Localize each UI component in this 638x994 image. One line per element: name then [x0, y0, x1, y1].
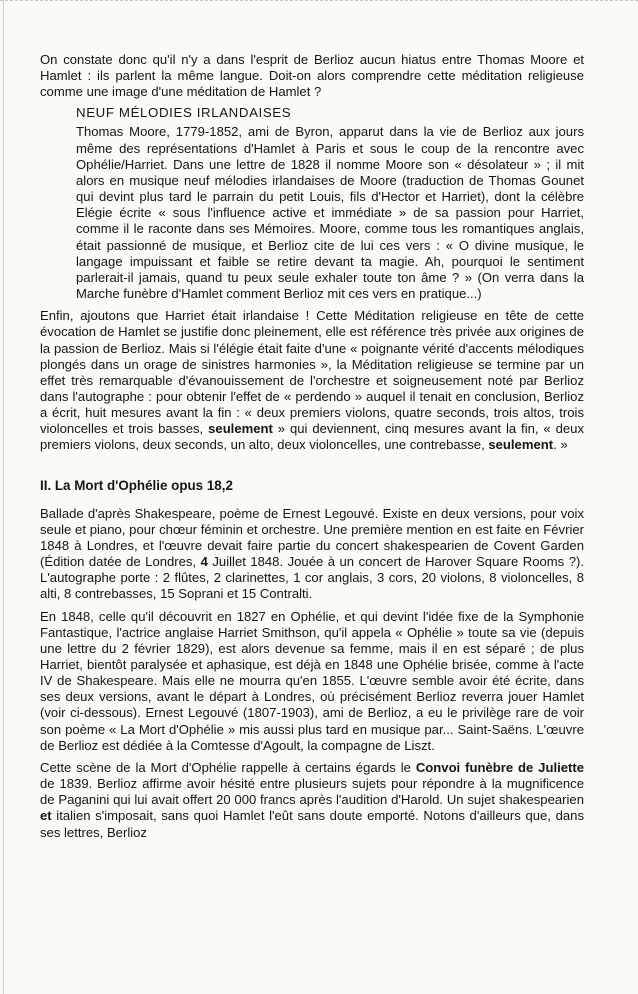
moore-paragraph: Thomas Moore, 1779-1852, ami de Byron, apparut dans la vie de Berlioz aux jours même des représentations d'Hamlet à Paris et sous le coup de la rencontre avec Ophélie/Harriet. Dans une lettre de 1828 il nomme Moore son « désolateur » ; il mit alors en musique neuf mélodies irlandaises de Moore (traduction de Thomas Gounet qui devint plus tard le parrain du petit Louis, fils d'Hector et Harriet), dont la célèbre Elégie écrite « sous l'influence active et immédiate » de sa passion pour Harriet, comme il le raconte dans ses Mémoires. Moore, comme tous les romantiques anglais, était passionné de musique, et Berlioz cite de lui ces vers : « O divine musique, le langage impuissant et faible se retire devant ta magie. Ah, pourquoi le sentiment parlerait-il jamais, quand tu peux seule exhaler toute ton âme ? » (On verra dans la Marche funèbre d'Hamlet comment Berlioz mit ces vers en pratique...): [76, 124, 584, 302]
ballade-bold: 4: [200, 554, 208, 570]
harriet-text-3: . »: [553, 437, 568, 453]
harriet-paragraph: [40, 308, 584, 453]
convoi-bold-2: et: [40, 808, 52, 824]
convoi-text-3: italien s'imposait, sans quoi Hamlet l'eût sans doute emporté. Notons d'ailleurs que, dans ses lettres, Berlioz: [40, 808, 584, 840]
ballade-text: Ballade d'après Shakespeare, poème de Ernest Legouvé. Existe en deux versions, pour voix seule et piano, pour chœur féminin et orchestre. Une première mention en est faite en Février 1848 à Londres, et l'œuvre devait faire partie du concert shakespearien de Covent Garden (Édition datée de Londres,: [40, 505, 584, 570]
intro-paragraph: On constate donc qu'il n'y a dans l'esprit de Berlioz aucun hiatus entre Thomas Moore et Hamlet : ils parlent la même langue. Doit-on alors comprendre cette méditation religieuse comme une image d'une méditation de Hamlet ?: [40, 52, 584, 100]
document-body: [40, 52, 584, 841]
harriet-text-2: » qui deviennent, cinq mesures avant la fin, « deux premiers violons, deux seconds, un alto, deux violoncelles, une contrebasse,: [40, 421, 585, 453]
convoi-text-2: de 1839. Berlioz affirme avoir hésité entre plusieurs sujets pour répondre à la mugnificence de Paganini qui lui avait offert 20 000 francs après l'audition d'Harold. Un sujet shakespearien: [40, 776, 584, 808]
subheading: NEUF MÉLODIES IRLANDAISES: [76, 105, 292, 121]
page-left-edge: [3, 0, 4, 994]
convoi-text: Cette scène de la Mort d'Ophélie rappelle à certains égards le: [40, 759, 411, 775]
ballade-paragraph: [40, 506, 584, 603]
convoi-paragraph: [40, 760, 584, 841]
convoi-bold: Convoi funèbre de Juliette: [415, 759, 585, 775]
page-top-edge: [0, 0, 638, 3]
harriet-text: Enfin, ajoutons que Harriet était irlandaise ! Cette Méditation religieuse en tête de cette évocation de Hamlet se justifie donc pleinement, elle est référence très privée aux origines de la passion de Berlioz. Mais si l'élégie était faite d'une « poignante vérité d'accents mélodiques plongés dans un orage de sinistres harmonies », la Méditation religieuse se termine par un effet très remarquable d'évanouissement de l'orchestre et soigneusement noté par Berlioz dans l'autographe : pour obtenir l'effet de « perdendo » auquel il tenait en conclusion, Berlioz a écrit, huit mesures avant la fin : « deux premiers violons, quatre seconds, trois altos, trois violoncelles et trois basses,: [40, 308, 584, 437]
ballade-text-2: Juillet 1848. Jouée à un concert de Harover Square Rooms ?). L'autographe porte : 2 flûtes, 2 clarinettes, 1 cor anglais, 3 cors, 20 violons, 8 violoncelles, 8 alti, 8 contrebasses, 15 Soprani et 15 Contralti.: [40, 554, 584, 602]
section-heading: II. La Mort d'Ophélie opus 18,2: [40, 477, 233, 493]
history-paragraph: En 1848, celle qu'il découvrit en 1827 en Ophélie, et qui devint l'idée fixe de la Symphonie Fantastique, l'actrice anglaise Harriet Smithson, qu'il appela « Ophélie » toute sa vie (depuis une lettre du 2 février 1829), est alors devenue sa femme, mais il en est séparé ; de plus Harriet, bientôt paralysée et aphasique, est déjà en 1848 une Ophélie brisée, comme à l'acte IV de Shakespeare. Mais elle ne mourra qu'en 1855. L'œuvre semble avoir été écrite, dans ses deux versions, avant le départ à Londres, où précisément Berlioz reverra jouer Hamlet (voir ci-dessous). Ernest Legouvé (1807-1903), ami de Berlioz, a eu le privilège rare de voir son poème « La Mort d'Ophélie » mis aussi plus tard en musique par... Saint-Saëns. L'œuvre de Berlioz est dédiée à la Comtesse d'Agoult, la compagne de Liszt.: [40, 608, 584, 753]
harriet-bold-1: seulement: [208, 421, 273, 437]
harriet-bold-2: seulement: [488, 437, 554, 453]
